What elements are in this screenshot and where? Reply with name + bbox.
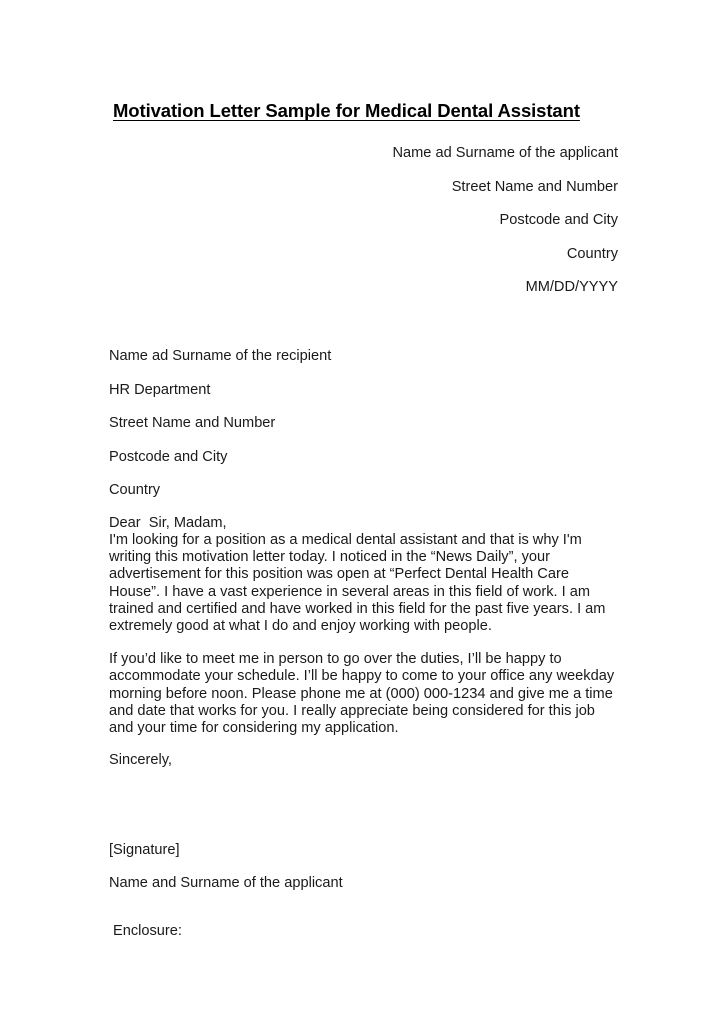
sender-name: Name ad Surname of the applicant [392,145,618,161]
recipient-name: Name ad Surname of the recipient [109,348,332,364]
applicant-name: Name and Surname of the applicant [109,875,343,891]
page-title: Motivation Letter Sample for Medical Dental Assistant [113,100,580,122]
recipient-department: HR Department [109,381,211,398]
sender-street: Street Name and Number [451,178,618,195]
valediction: Sincerely, [109,752,172,768]
salutation: Dear Sir, Madam, [109,515,227,531]
paragraph-spacer [109,635,621,651]
name-spacer [109,859,618,875]
sender-postcode-city: Postcode and City [499,212,618,228]
recipient-address-block [109,348,618,499]
sender-address-block [109,145,618,296]
recipient-street: Street Name and Number [109,415,276,431]
body-paragraph-2: If you’d like to meet me in person to go over the duties, I’ll be happy to accommodate your schedule. I’ll be happy to come to your office any weekday morning before noon. Please phone me at (000) 000-1234 and give me a time and date that works for you. I really appreciate being considered for this job and your time for considering my application. [109,651,615,737]
signature-spacer [109,769,618,842]
letter-closing [109,752,618,892]
signature-placeholder: [Signature] [109,842,180,858]
letter-date: MM/DD/YYYY [525,279,618,295]
body-paragraph-1: I'm looking for a position as a medical dental assistant and that is why I'm writing this motivation letter today. I noticed in the “News Daily”, your advertisement for this position was open at “Perfect Dental Health Care House”. I have a vast experience in several areas in this field of work. I am trained and certified and have worked in this field for the past five years. I am extremely good at what I do and enjoy working with people. [109,532,606,635]
letter-body [109,515,621,737]
recipient-postcode-city: Postcode and City [109,448,228,465]
sender-country: Country [566,245,618,262]
recipient-country: Country [109,482,161,498]
enclosure-label: Enclosure: [113,923,182,939]
